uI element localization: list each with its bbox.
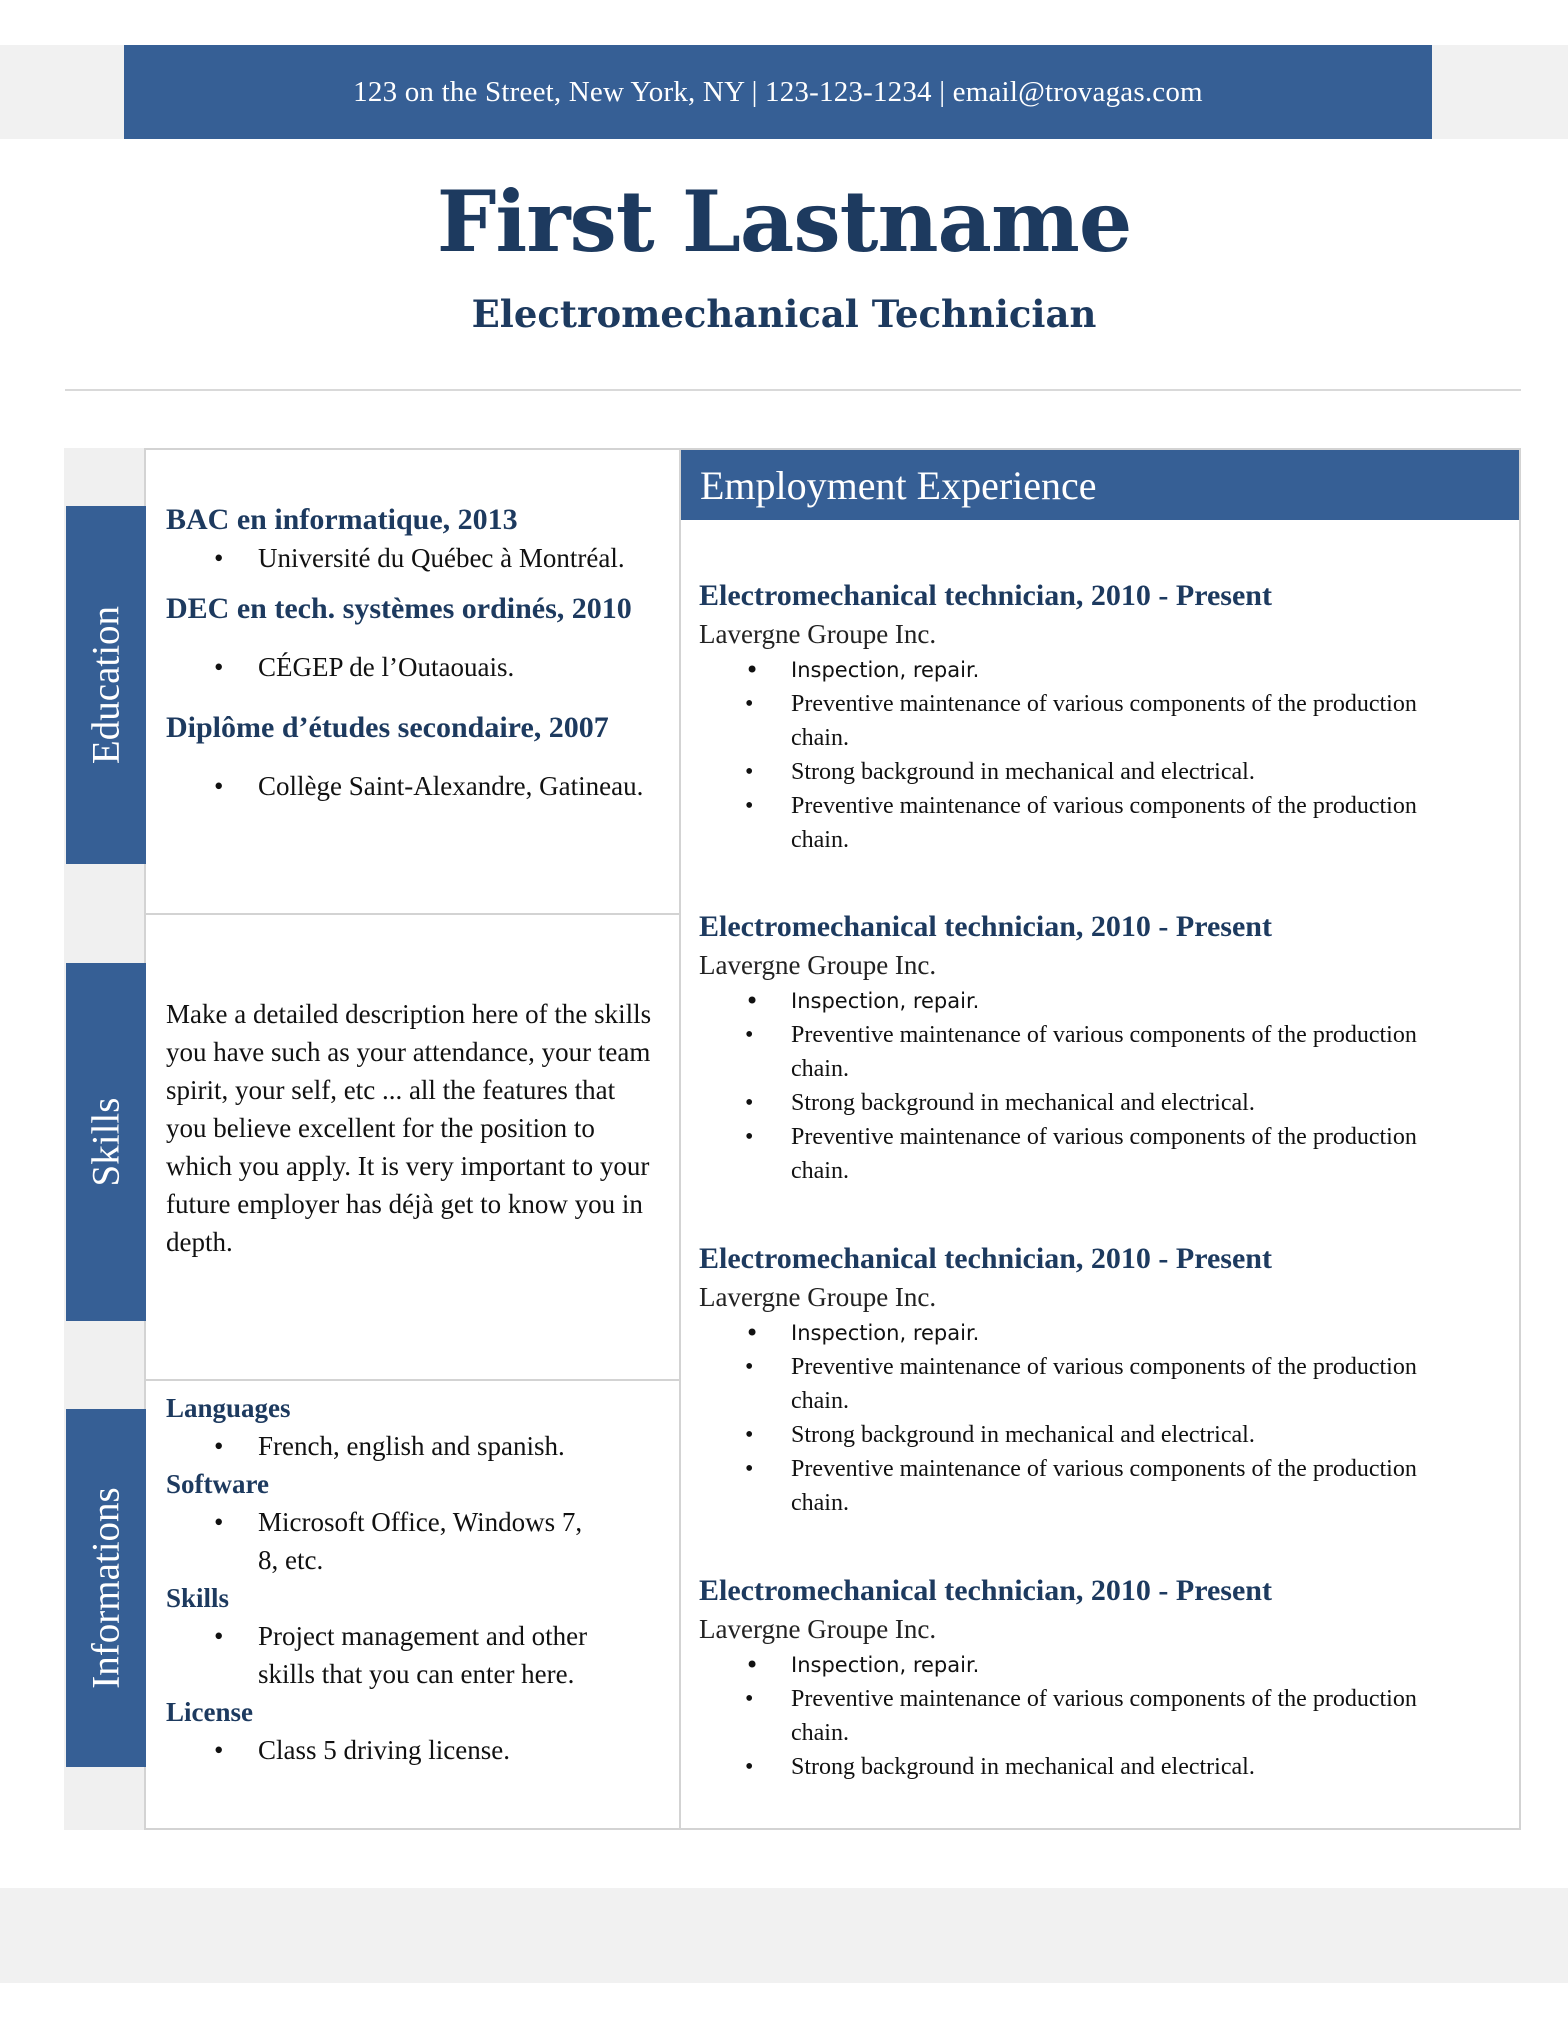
skills-heading: Skills xyxy=(166,1583,230,1613)
employment-header xyxy=(681,450,1519,520)
contact-info: 123 on the Street, New York, NY | 123-123-1234 | email@trovagas.com xyxy=(353,75,1203,108)
job-bullet: • Preventive maintenance of various components of the production chain. xyxy=(699,1452,1499,1520)
column-divider xyxy=(679,448,681,1830)
education-degree: Diplôme d’études secondaire, 2007 xyxy=(166,711,609,744)
job-entry-title: Electromechanical technician, 2010 - Present xyxy=(699,910,1272,943)
education-school: • Collège Saint-Alexandre, Gatineau. xyxy=(166,771,666,802)
job-bullet: • Inspection, repair. xyxy=(699,653,1499,687)
skills-item: • Project management and other skills that you can enter here. xyxy=(166,1617,666,1693)
license-heading: License xyxy=(166,1697,253,1727)
job-bullet: • Preventive maintenance of various components of the production chain. xyxy=(699,687,1499,755)
footer-band xyxy=(0,1888,1568,1983)
job-entry-title: Electromechanical technician, 2010 - Present xyxy=(699,579,1272,612)
contact-bar xyxy=(124,45,1432,139)
education-degree: DEC en tech. systèmes ordinés, 2010 xyxy=(166,592,632,625)
tab-education xyxy=(66,506,146,864)
tab-informations-label: Informations xyxy=(84,1487,128,1689)
employment-header-label: Employment Experience xyxy=(700,462,1097,508)
languages-item: • French, english and spanish. xyxy=(166,1427,666,1465)
languages-heading: Languages xyxy=(166,1393,291,1423)
job-entry xyxy=(699,1240,1499,1520)
row-divider xyxy=(146,1379,679,1381)
skills-description: Make a detailed description here of the skills you have such as your attendance, your team spirit, your self, etc ... all the features that you believe excellent for the position to which you apply. It is very important to your future employer has déjà get to know you in depth. xyxy=(166,999,652,1257)
job-bullet: • Inspection, repair. xyxy=(699,984,1499,1018)
row-divider xyxy=(146,913,679,915)
software-item: • Microsoft Office, Windows 7, 8, etc. xyxy=(166,1503,666,1579)
software-heading: Software xyxy=(166,1469,269,1499)
tab-informations xyxy=(66,1409,146,1767)
job-entry xyxy=(699,1572,1499,1784)
job-bullet: • Preventive maintenance of various components of the production chain. xyxy=(699,789,1499,857)
job-bullet: • Preventive maintenance of various components of the production chain. xyxy=(699,1682,1499,1750)
education-school: • Université du Québec à Montréal. xyxy=(166,543,666,574)
job-bullet: • Preventive maintenance of various components of the production chain. xyxy=(699,1350,1499,1418)
job-bullet: • Preventive maintenance of various components of the production chain. xyxy=(699,1120,1499,1188)
job-bullet: • Strong background in mechanical and electrical. xyxy=(699,1750,1499,1784)
candidate-name: First Lastname xyxy=(436,172,1132,271)
tab-education-label: Education xyxy=(84,605,128,765)
divider xyxy=(65,389,1521,391)
job-title: Electromechanical Technician xyxy=(471,292,1097,336)
job-entry-company: Lavergne Groupe Inc. xyxy=(699,619,937,649)
job-entry-company: Lavergne Groupe Inc. xyxy=(699,1282,937,1312)
job-bullet: • Strong background in mechanical and electrical. xyxy=(699,1086,1499,1120)
informations-section xyxy=(166,1389,666,1769)
job-entry-title: Electromechanical technician, 2010 - Present xyxy=(699,1574,1272,1607)
education-school: • CÉGEP de l’Outaouais. xyxy=(166,652,666,683)
tab-skills xyxy=(66,963,146,1321)
job-entry-company: Lavergne Groupe Inc. xyxy=(699,1614,937,1644)
job-entry-company: Lavergne Groupe Inc. xyxy=(699,950,937,980)
job-entry xyxy=(699,577,1499,857)
job-entry xyxy=(699,908,1499,1188)
job-bullet: • Strong background in mechanical and electrical. xyxy=(699,1418,1499,1452)
job-bullet: • Inspection, repair. xyxy=(699,1316,1499,1350)
license-item: • Class 5 driving license. xyxy=(166,1731,666,1769)
job-bullet: • Strong background in mechanical and electrical. xyxy=(699,755,1499,789)
job-bullet: • Preventive maintenance of various components of the production chain. xyxy=(699,1018,1499,1086)
job-entry-title: Electromechanical technician, 2010 - Present xyxy=(699,1242,1272,1275)
education-section xyxy=(166,503,666,802)
education-degree: BAC en informatique, 2013 xyxy=(166,503,518,536)
job-bullet: • Inspection, repair. xyxy=(699,1648,1499,1682)
tab-skills-label: Skills xyxy=(84,1097,128,1187)
